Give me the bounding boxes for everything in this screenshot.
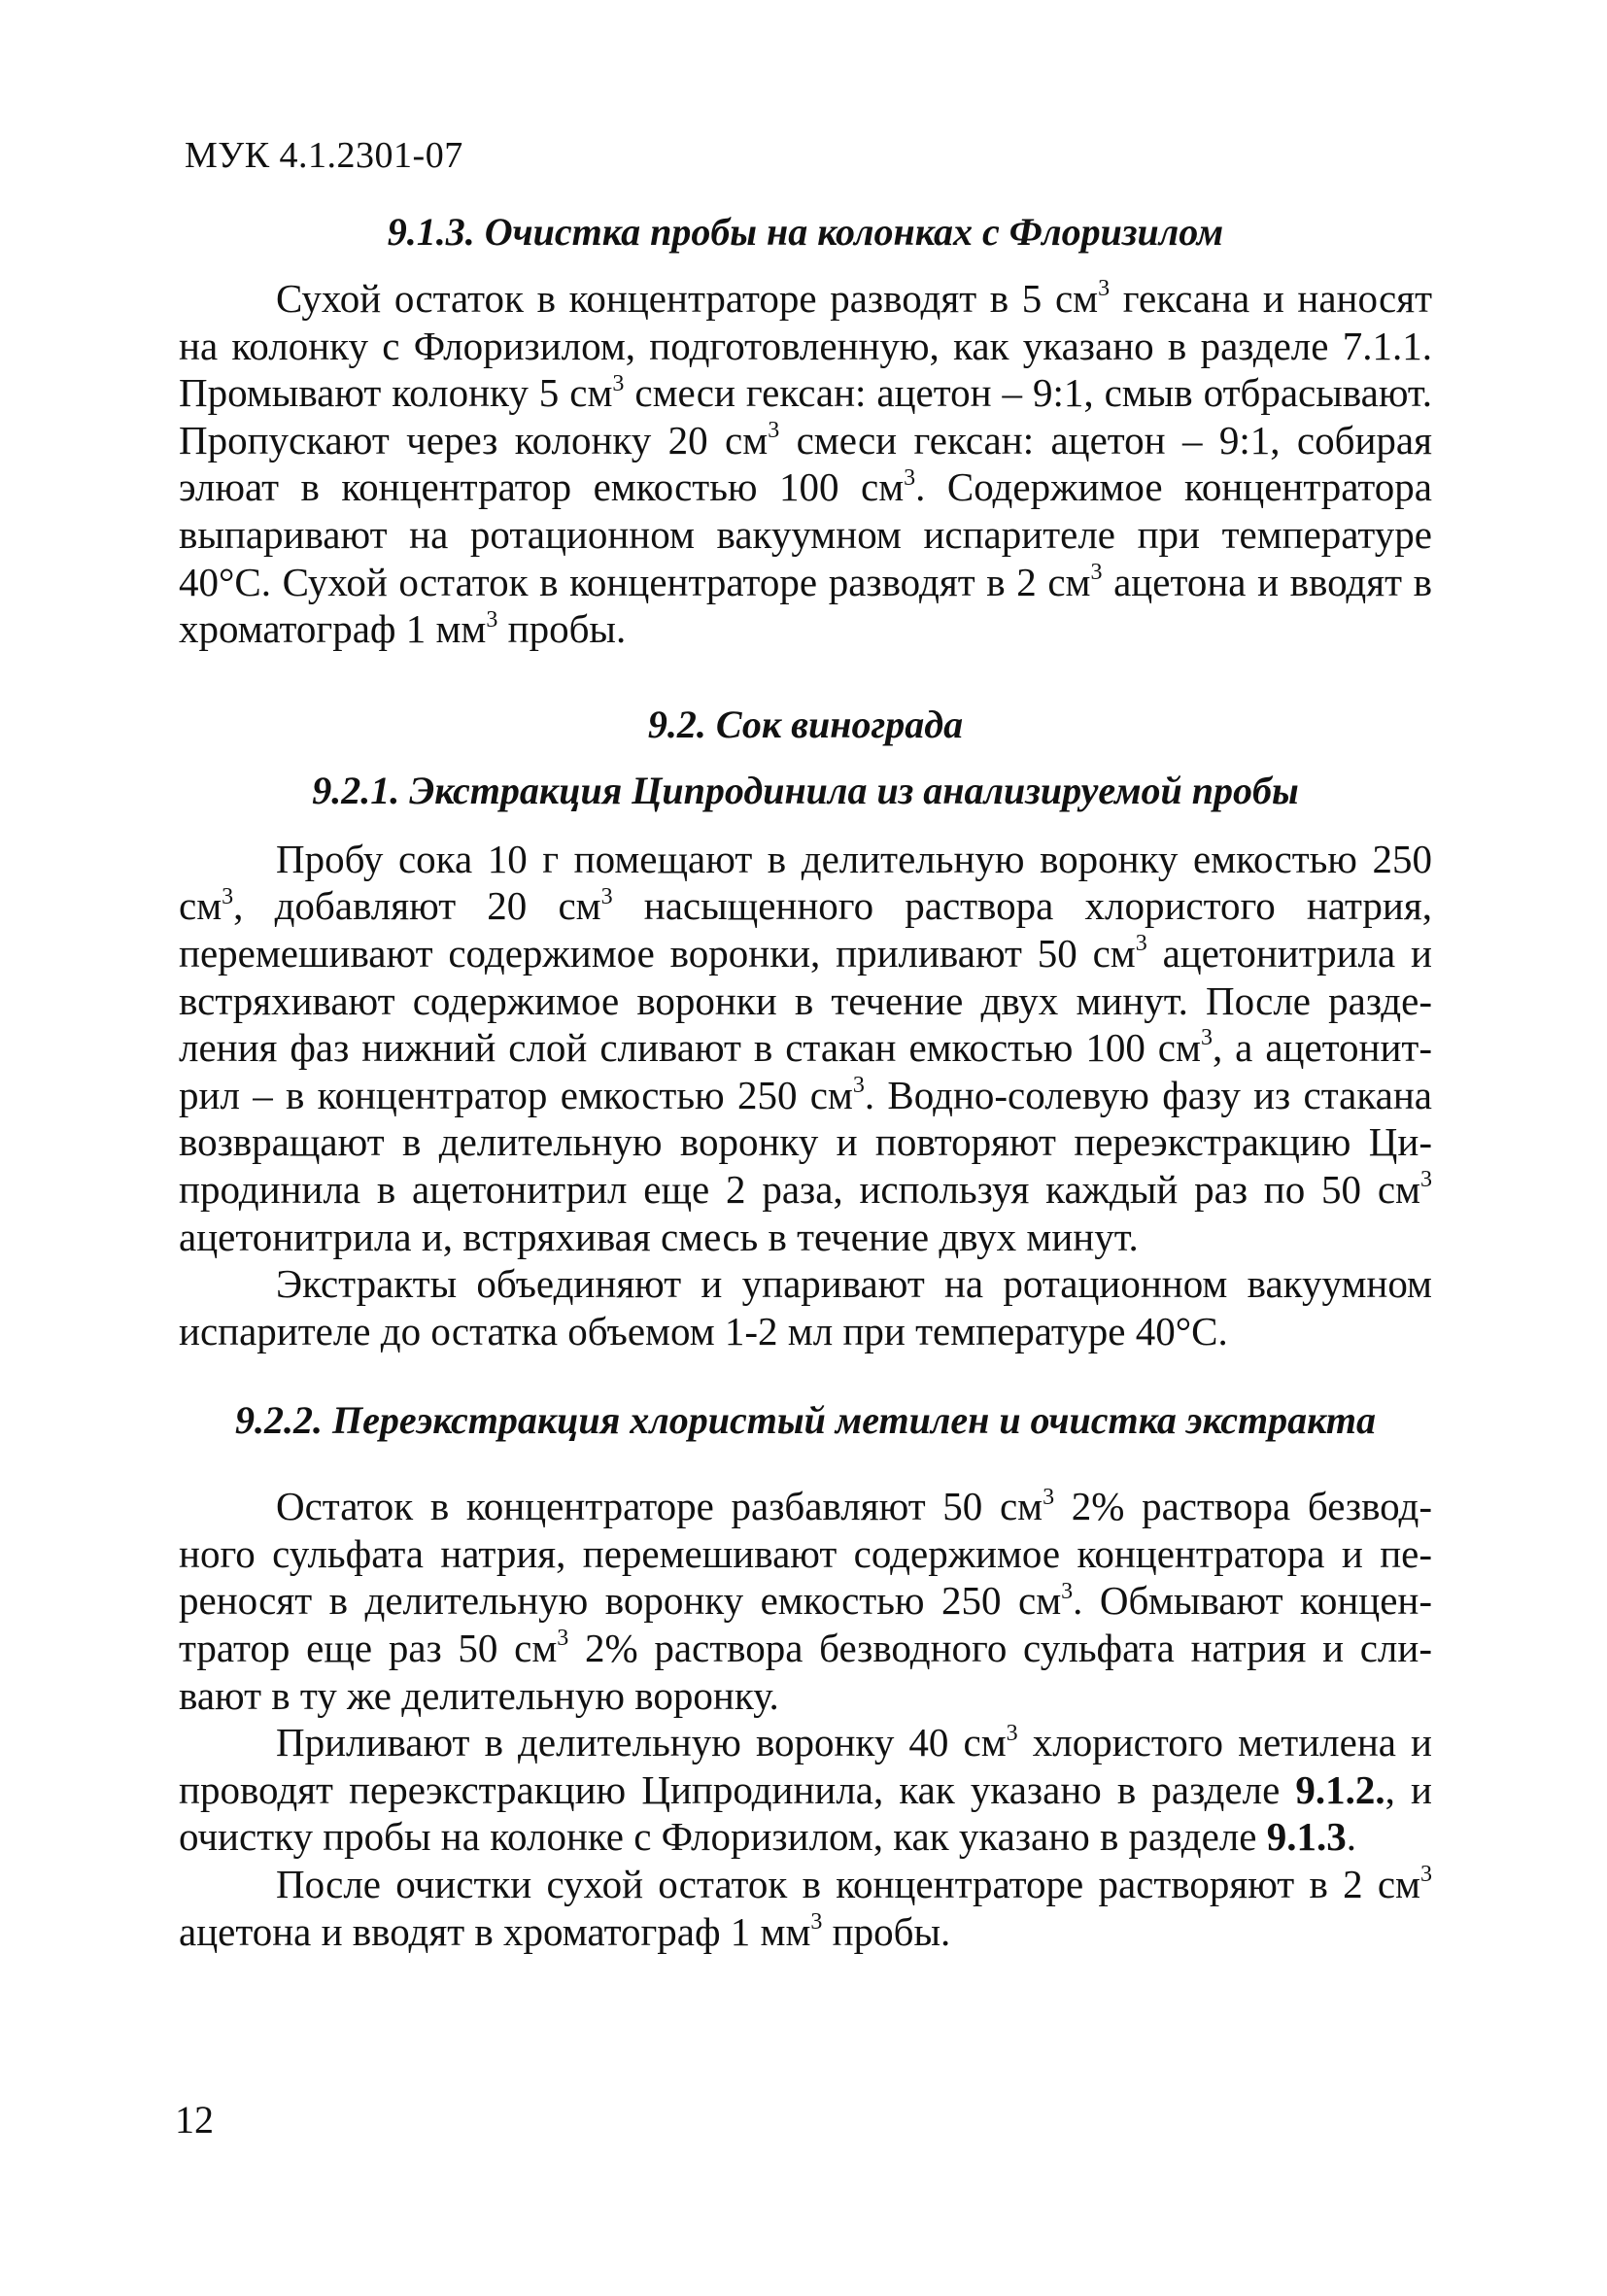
section-reference: 9.1.2.: [1295, 1766, 1385, 1812]
paragraph-9-2-2-c: После очистки сухой остаток в концентраторе растворяют в 2 $см^3$ ацетона и вводят в хроматограф 1 $мм^3$ пробы.: [179, 1862, 1432, 1954]
document-code: МУК 4.1.2301-07: [185, 135, 463, 176]
section-heading-9-2: 9.2. Сок винограда: [647, 702, 964, 746]
section-reference: 9.1.3: [1266, 1814, 1347, 1860]
paragraph-9-2-1-b: Экстракты объединяют и упаривают на ротационном вакуумном испарителе до остатка объемом 1-2 мл при температуре 40°С.: [179, 1261, 1432, 1354]
paragraph-9-1-3: Сухой остаток в концентраторе разводят в 5 $см^3$ гексана и наносят на колонку с Флоризилом, подготовленную, как указано в разделе 7.1.1. Промывают колонку 5 $см^3$ смеси гексан: ацетон – 9:1, смыв отбрасывают. Пропускают через колонку 20 $см^3$ смеси гексан: ацетон – 9:1, собирая элюат в концентратор емкостью 100 $см^3$. Содержимое концентратора выпаривают на ротационном вакуумном испарителе при температуре 40°С. Сухой остаток в концентраторе разводят в 2 $см^3$ ацетона и вводят в хроматограф 1 $мм^3$ пробы.: [179, 276, 1432, 652]
section-heading-9-2-1: 9.2.1. Экстракция Ципродинила из анализируемой пробы: [312, 768, 1299, 812]
page-content: [179, 209, 1432, 1955]
paragraph-9-2-2-b: Приливают в делительную воронку 40 $см^3$ хлористого метилена и проводят переэкстракцию Ципродинила, как указано в разделе 9.1.2., и очистку пробы на колонке с Флоризилом, как указано в разделе 9.1.3.: [179, 1720, 1432, 1860]
section-heading-9-2-2: 9.2.2. Переэкстракция хлористый метилен и очистка экстракта: [234, 1398, 1376, 1443]
section-heading-9-1-3: 9.1.3. Очистка пробы на колонках с Флоризилом: [387, 210, 1224, 254]
paragraph-9-2-1-a: Пробу сока 10 г помещают в делительную воронку емкостью 250 $см^3$, добавляют 20 $см^3$ насыщенного раствора хлористого натрия, перемешивают содержимое воронки, приливают 50 $см^3$ ацетонитрила и встряхивают содержимое воронки в течение двух минут. После разделения фаз нижний слой сливают в стакан емкостью 100 $см^3$, а ацетонитрил – в концентратор емкостью 250 $см^3$. Водно-солевую фазу из стакана возвращают в делительную воронку и повторяют переэкстракцию Ципродинила в ацетонитрил еще 2 раза, используя каждый раз по 50 $см^3$ ацетонитрила и, встряхивая смесь в течение двух минут.: [179, 836, 1433, 1259]
paragraph-9-2-2-a: Остаток в концентраторе разбавляют 50 $см^3$ 2% раствора безводного сульфата натрия, перемешивают содержимое концентратора и переносят в делительную воронку емкостью 250 $см^3$. Обмывают концентратор еще раз 50 $см^3$ 2% раствора безводного сульфата натрия и сливают в ту же делительную воронку.: [179, 1484, 1432, 1718]
page-number: 12: [175, 2098, 214, 2142]
